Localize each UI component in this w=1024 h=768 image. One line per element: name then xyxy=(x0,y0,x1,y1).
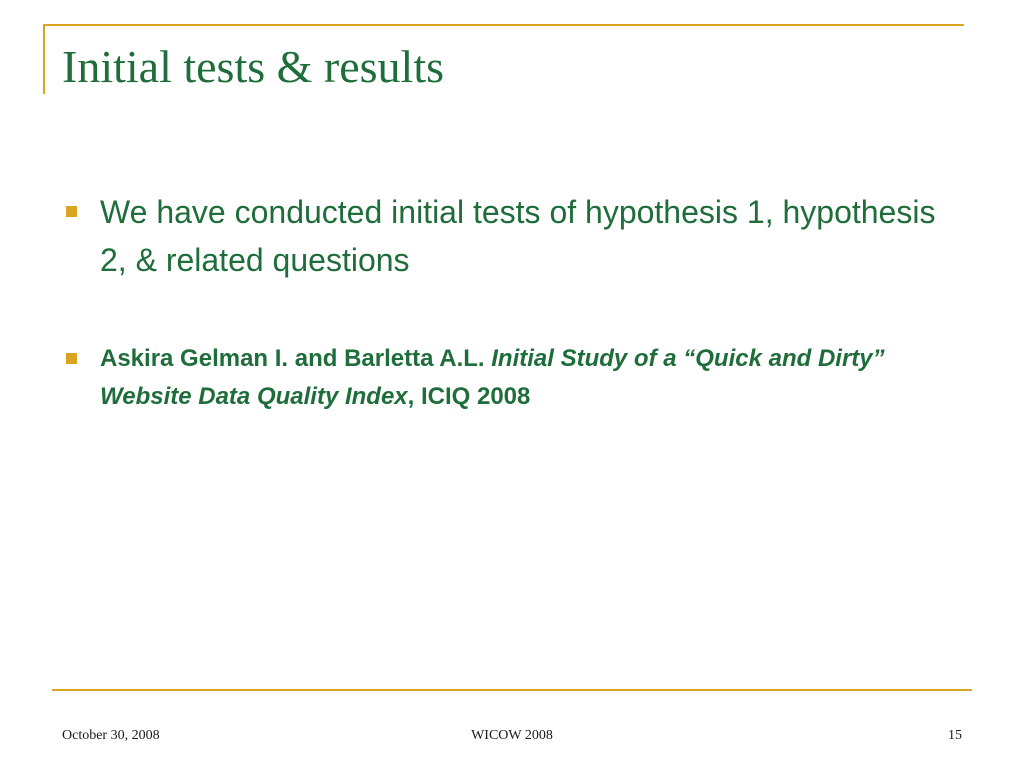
footer-event: WICOW 2008 xyxy=(471,728,553,743)
citation-paper-title: Initial Study of a “Quick and Dirty” Website Data Quality Index xyxy=(100,345,885,410)
citation-venue: , ICIQ 2008 xyxy=(407,383,531,410)
slide-title: Initial tests & results xyxy=(62,41,445,92)
footer-date: October 30, 2008 xyxy=(62,728,160,743)
bullet-marker-2 xyxy=(66,353,77,364)
title-frame-top-rule xyxy=(43,24,964,26)
footer-page-number: 15 xyxy=(948,728,962,743)
citation-authors: Askira Gelman I. and Barletta A.L. xyxy=(100,345,485,372)
bullet-text-1: We have conducted initial tests of hypothesis 1, hypothesis 2, & related questions xyxy=(100,194,936,278)
bullet-text-2 xyxy=(100,340,970,416)
footer-rule xyxy=(52,689,972,691)
bullet-marker-1 xyxy=(66,206,77,217)
title-frame-left-rule xyxy=(43,24,45,94)
